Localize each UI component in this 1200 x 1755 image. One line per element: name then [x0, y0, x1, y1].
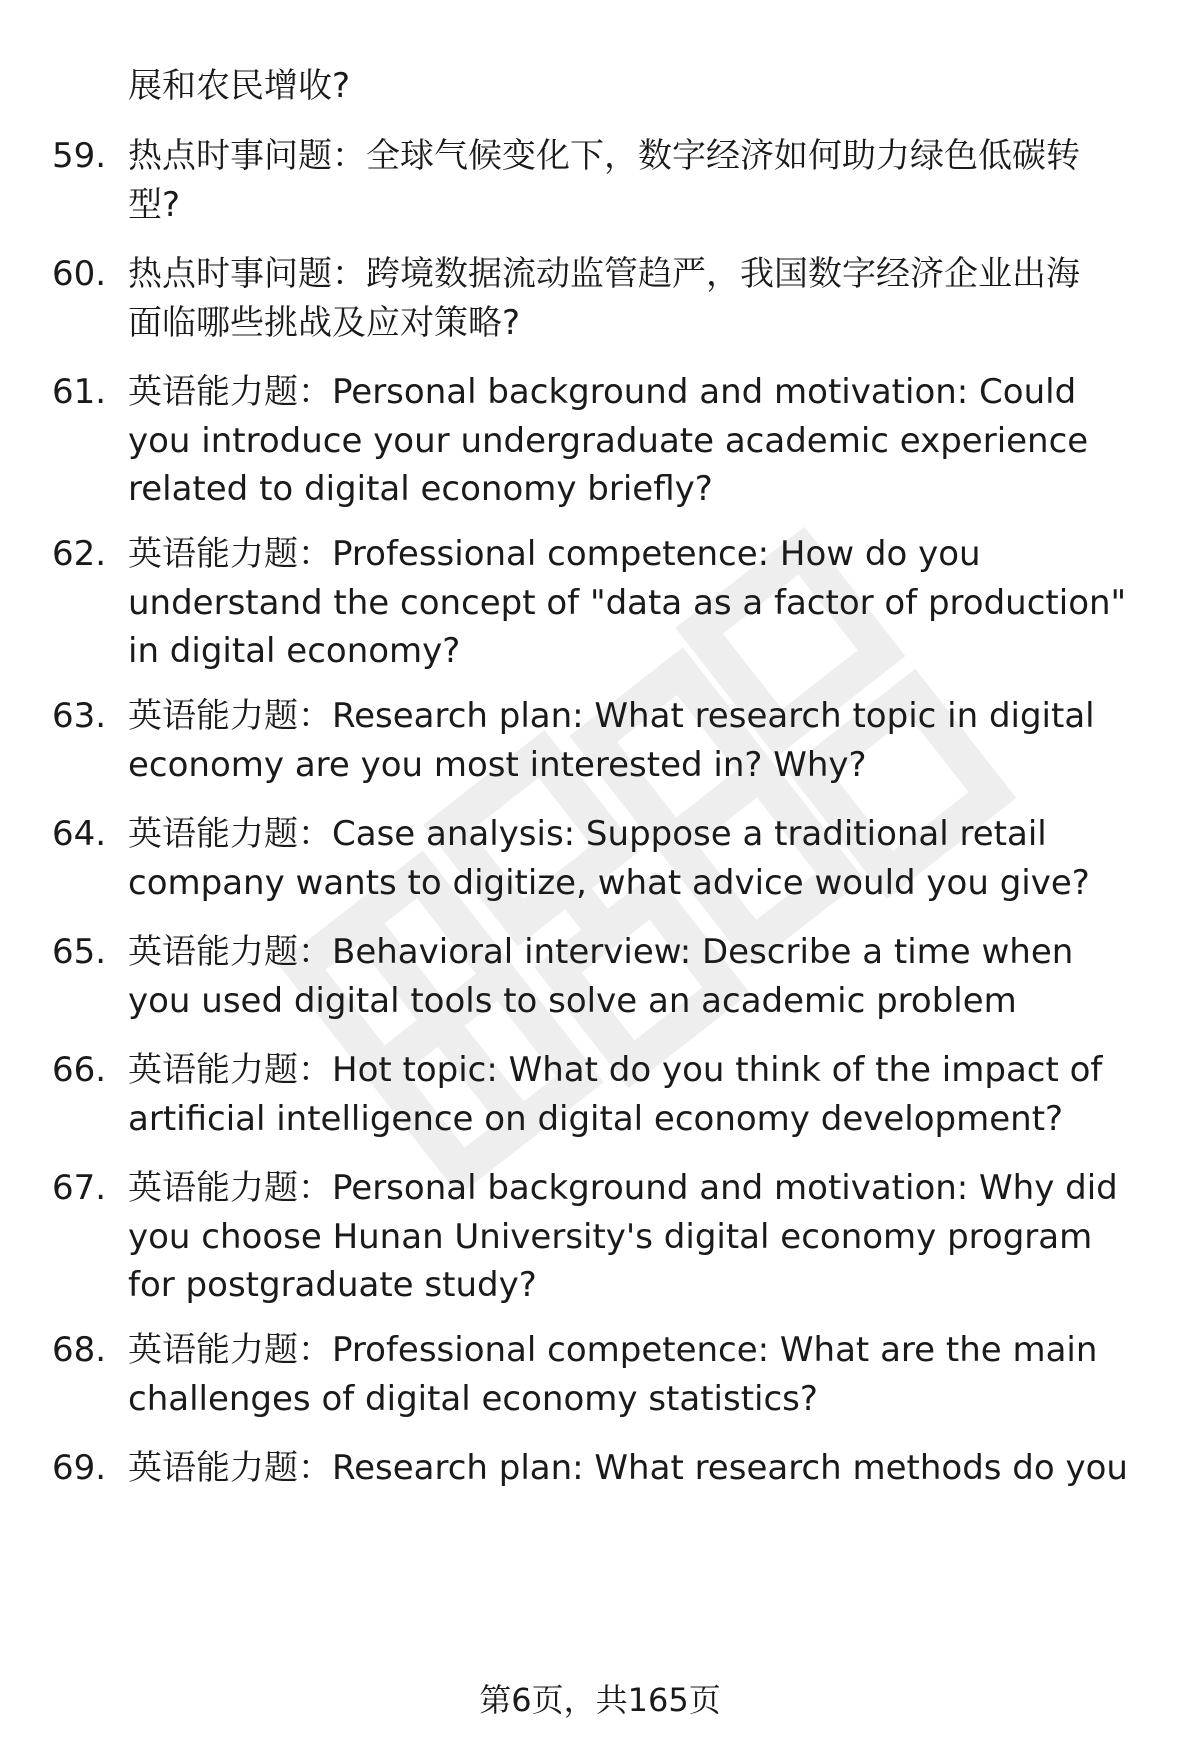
question-text [128, 928, 1148, 1025]
page-footer: 第6页，共165页 [479, 1681, 721, 1719]
question-text [128, 692, 1148, 789]
question-text-line: you choose Hunan University's digital economy program [128, 1216, 1093, 1257]
question-number: 68. [52, 1330, 107, 1370]
question-text-line: challenges of digital economy statistics? [128, 1378, 818, 1419]
question-number: 62. [52, 534, 107, 574]
question-text-line: 英语能力题：Hot topic: What do you think of the impact of [128, 1050, 1103, 1090]
question-text-line: 英语能力题：Personal background and motivation: Why did [128, 1168, 1118, 1208]
question-text-line: 热点时事问题：全球气候变化下，数字经济如何助力绿色低碳转 [128, 136, 1080, 176]
question-text-line: 英语能力题：Professional competence: What are the main [128, 1330, 1098, 1370]
question-text-line: 英语能力题：Personal background and motivation: Could [128, 372, 1077, 412]
question-text-line: you introduce your undergraduate academic experience [128, 420, 1089, 461]
question-text [128, 1046, 1148, 1143]
question-text-line: for postgraduate study? [128, 1265, 537, 1305]
question-text-line: economy are you most interested in? Why? [128, 744, 867, 785]
question-number: 65. [52, 932, 107, 972]
question-text-line: artificial intelligence on digital economy development? [128, 1098, 1064, 1139]
question-text [128, 1326, 1148, 1423]
question-text [128, 1164, 1148, 1310]
question-text-line: related to digital economy briefly? [128, 469, 713, 509]
question-number: 61. [52, 372, 107, 412]
question-text-line: in digital economy? [128, 631, 461, 671]
continuation-line: 展和农民增收? [128, 66, 351, 106]
question-text-line: you used digital tools to solve an academic problem [128, 980, 1017, 1021]
question-number: 60. [52, 254, 107, 294]
question-number: 69. [52, 1448, 107, 1488]
question-number: 59. [52, 136, 107, 176]
question-text-line: 英语能力题：Behavioral interview: Describe a time when [128, 932, 1074, 972]
question-text [128, 132, 1148, 229]
question-text-line: 型? [128, 184, 181, 225]
question-text [128, 810, 1148, 907]
question-text-line: understand the concept of "data as a factor of production" [128, 582, 1127, 623]
question-text [128, 1444, 1148, 1493]
question-text-line: 面临哪些挑战及应对策略? [128, 302, 521, 343]
question-text-line: 英语能力题：Professional competence: How do you [128, 534, 981, 574]
question-number: 63. [52, 696, 107, 736]
question-text-line: 英语能力题：Research plan: What research methods do you [128, 1448, 1128, 1488]
question-text-line: 英语能力题：Case analysis: Suppose a traditional retail [128, 814, 1047, 854]
question-text [128, 368, 1148, 514]
question-number: 64. [52, 814, 107, 854]
question-text-line: 英语能力题：Research plan: What research topic in digital [128, 696, 1095, 736]
question-text [128, 530, 1148, 676]
question-number: 67. [52, 1168, 107, 1208]
question-number: 66. [52, 1050, 107, 1090]
question-text-line: company wants to digitize, what advice would you give? [128, 862, 1090, 903]
question-text-line: 热点时事问题：跨境数据流动监管趋严，我国数字经济企业出海 [128, 254, 1080, 294]
question-text [128, 250, 1148, 347]
